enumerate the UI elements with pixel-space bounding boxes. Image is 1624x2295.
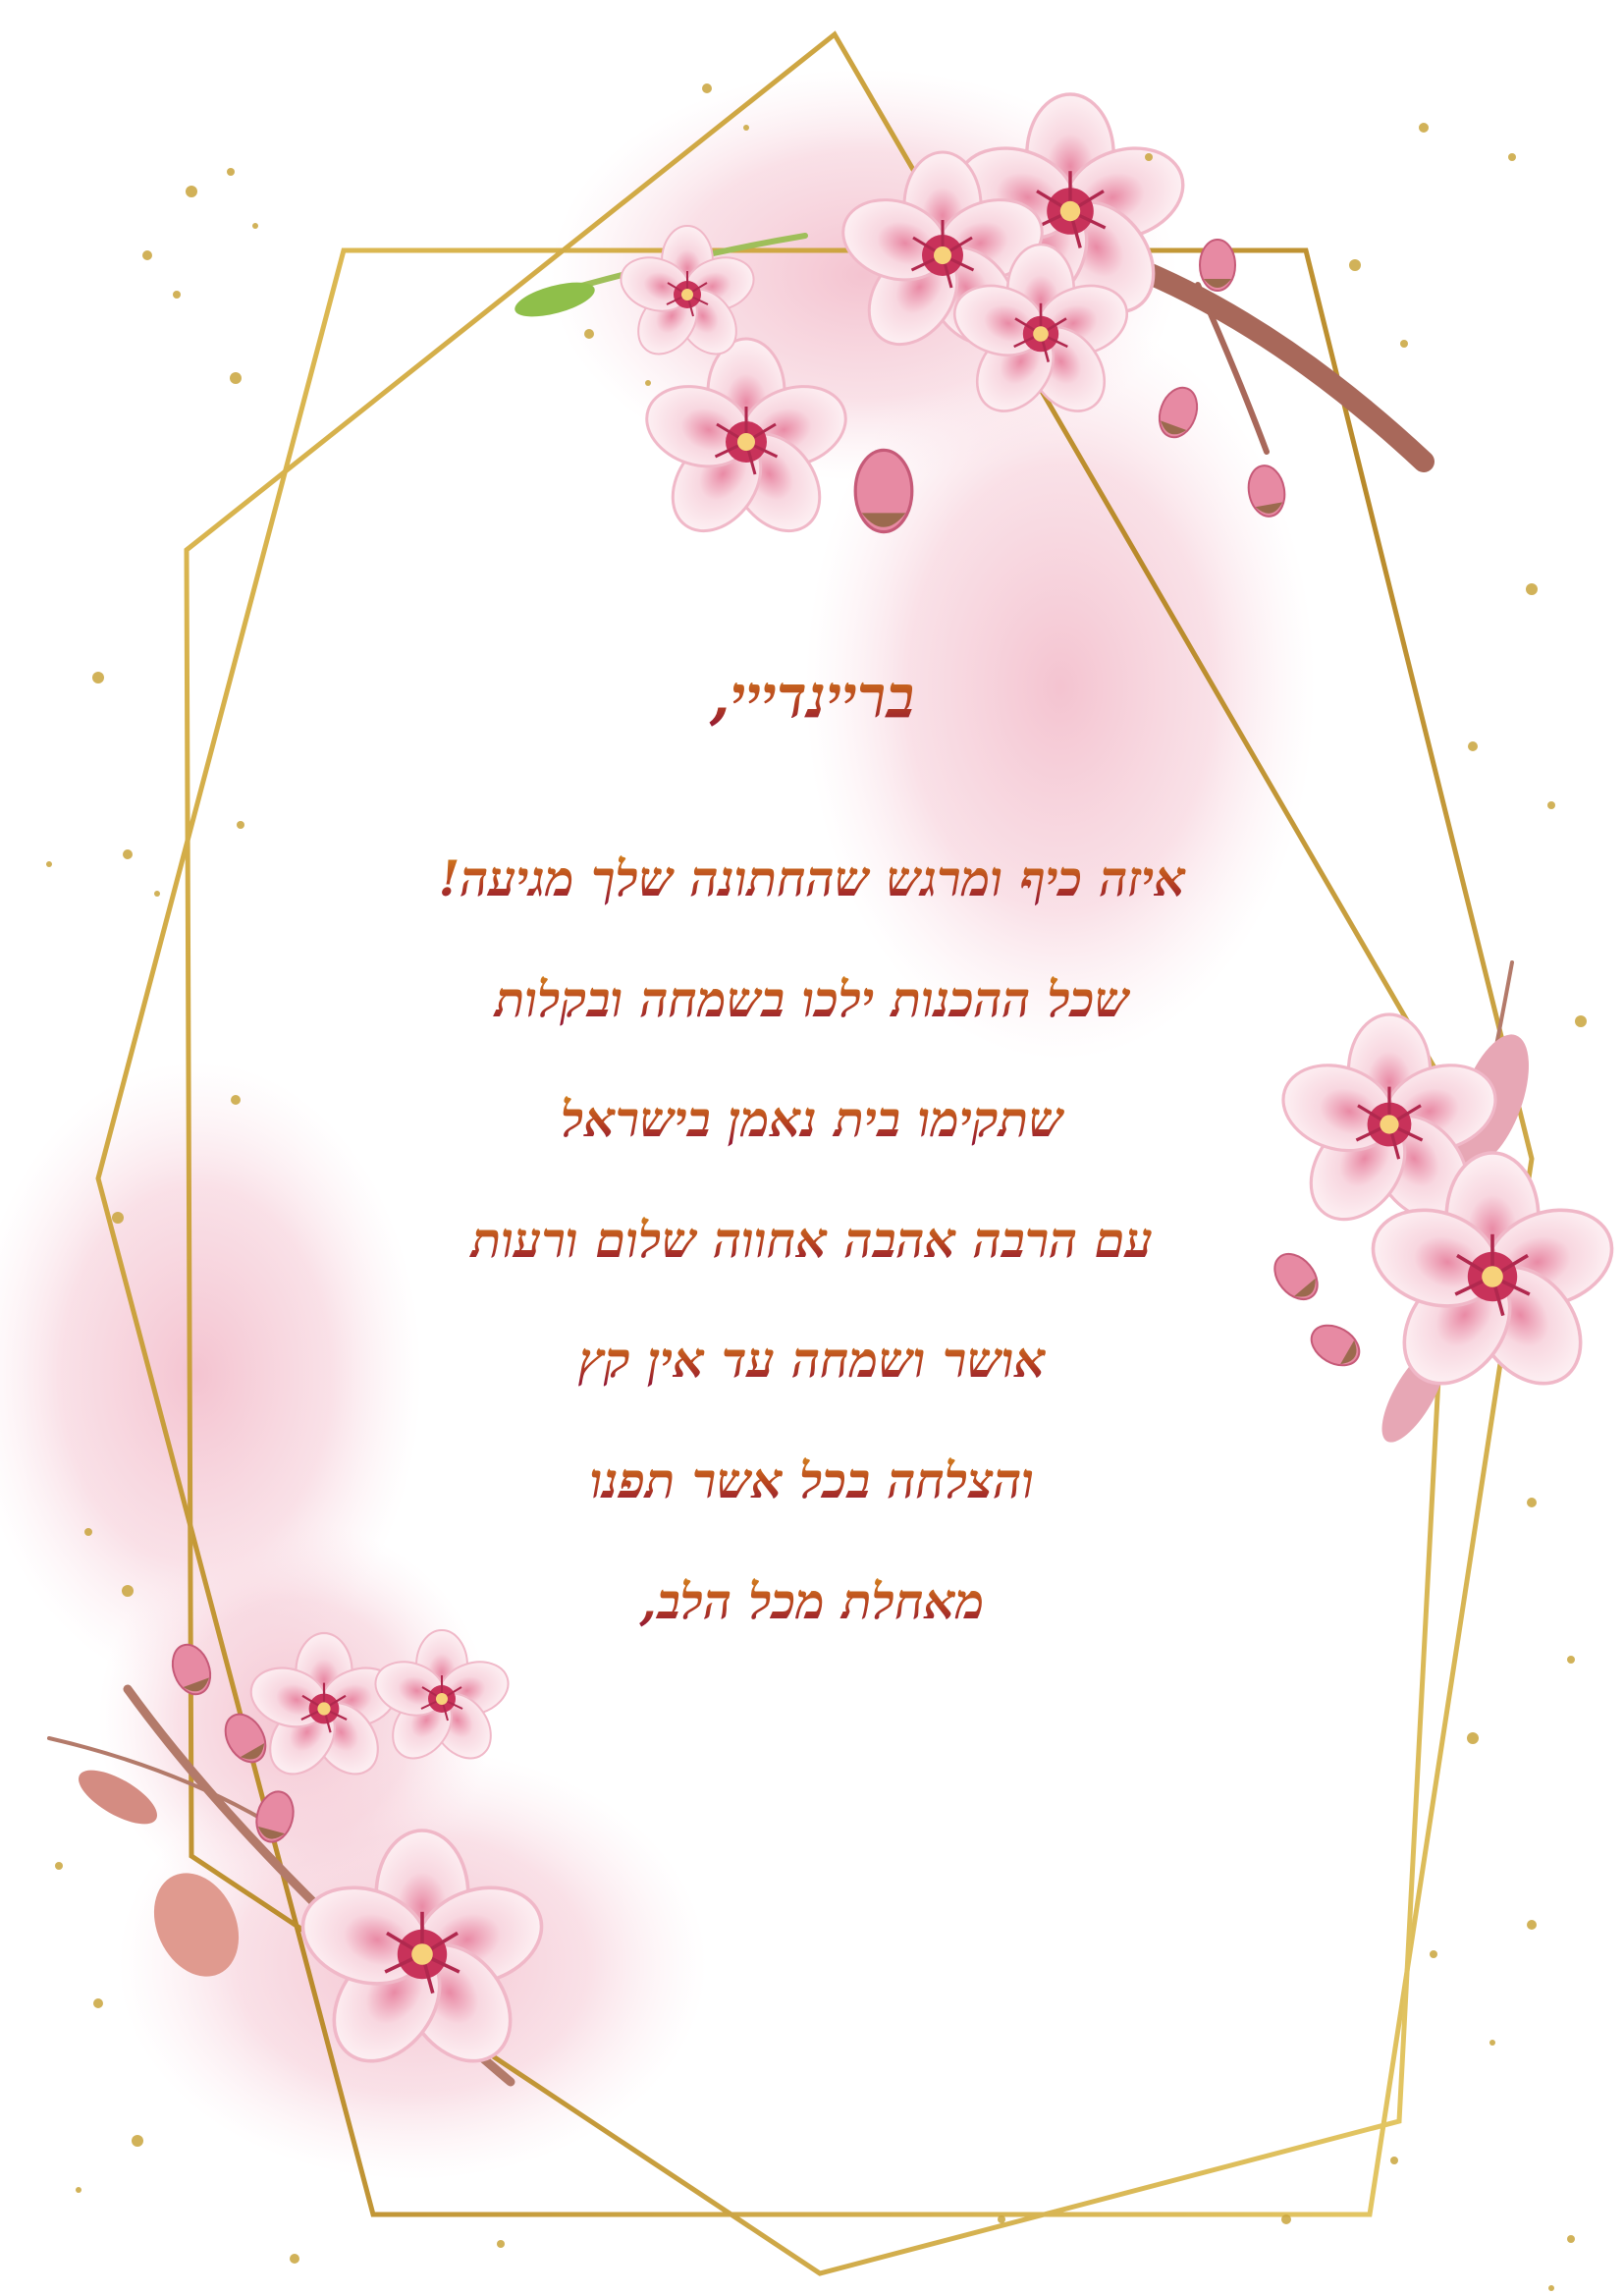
message-line: עם הרבה אהבה אחווה שלום ורעות	[470, 1211, 1154, 1269]
message-line: איזה כיף ומרגש שהחתונה שלך מגיעה!	[438, 849, 1186, 907]
cherry-blossom-icon	[1266, 1014, 1624, 1403]
signoff-line: מאחלת מכל הלב,	[639, 1572, 985, 1630]
message-line: שתקימו בית נאמן בישראל	[561, 1090, 1063, 1148]
greeting-text: בריינדייי,	[709, 663, 915, 732]
message-line: אושר ושמחה עד אין קץ	[578, 1331, 1046, 1389]
message-line: והצלחה בכל אשר תפנו	[589, 1451, 1035, 1509]
message-line: שכל ההכנות ילכו בשמחה ובקלות	[495, 970, 1129, 1028]
